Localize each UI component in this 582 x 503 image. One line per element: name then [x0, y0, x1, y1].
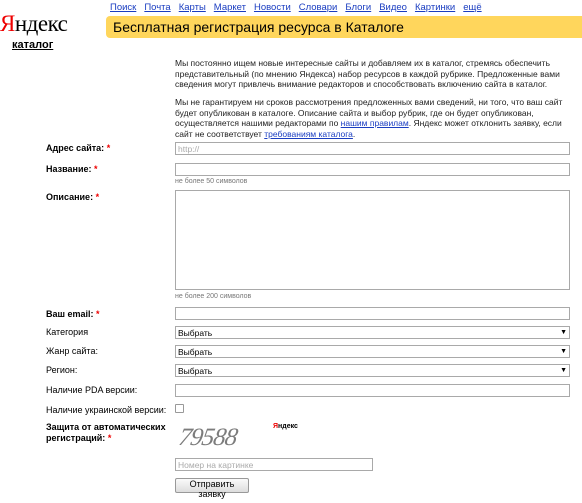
required-mark: *: [107, 433, 112, 443]
catalog-link[interactable]: каталог: [12, 39, 54, 51]
logo-wordmark: Яндекс: [0, 11, 68, 36]
nav-market[interactable]: Маркет: [213, 2, 246, 13]
nav-images[interactable]: Картинки: [414, 2, 456, 13]
description-hint: не более 200 символов: [175, 293, 252, 300]
genre-label: Жанр сайта:: [46, 346, 98, 356]
region-select[interactable]: [175, 364, 570, 377]
dropdown-arrow-icon: ▼: [560, 348, 567, 355]
nav-more[interactable]: ещё: [463, 2, 482, 13]
rules-link[interactable]: нашим правилам: [340, 118, 409, 128]
name-input[interactable]: [175, 163, 570, 176]
description-label: Описание: *: [46, 192, 100, 202]
nav-mail[interactable]: Почта: [144, 2, 171, 13]
pda-input[interactable]: [175, 384, 570, 397]
required-mark: *: [94, 164, 98, 174]
top-navigation: [110, 1, 490, 13]
url-label: Адрес сайта: *: [46, 143, 111, 153]
required-mark: *: [96, 309, 100, 319]
category-select[interactable]: [175, 326, 570, 339]
region-selected: Выбрать: [178, 366, 213, 376]
name-hint: не более 50 символов: [175, 178, 248, 185]
region-label: Регион:: [46, 365, 78, 375]
captcha-digits: 79588: [176, 424, 239, 451]
intro-paragraph-1: Мы постоянно ищем новые интересные сайты и добавляем их в каталог, стремясь обеспечить представительный (по мнению Яндекса) набор ресурсов в каждой рубрике. Предложенные вами сведения могут привлечь внимание редакторов и способствовать включению сайта в каталог.: [175, 58, 560, 89]
dropdown-arrow-icon: ▼: [560, 329, 567, 336]
dropdown-arrow-icon: ▼: [560, 367, 567, 374]
page-title-bar: [106, 16, 582, 38]
captcha-input[interactable]: [175, 458, 373, 471]
url-input[interactable]: [175, 142, 570, 155]
nav-video[interactable]: Видео: [379, 2, 407, 13]
page-title: Бесплатная регистрация ресурса в Каталоге: [113, 19, 404, 35]
nav-news[interactable]: Новости: [253, 2, 291, 13]
email-input[interactable]: [175, 307, 570, 320]
genre-selected: Выбрать: [178, 347, 213, 357]
required-mark: *: [106, 143, 111, 153]
required-mark: *: [95, 192, 100, 202]
genre-select[interactable]: [175, 345, 570, 358]
ukrainian-label: Наличие украинской версии:: [46, 405, 167, 415]
submit-button[interactable]: Отправить заявку: [175, 478, 249, 493]
ukrainian-checkbox[interactable]: [175, 404, 184, 413]
captcha-brand: Яндекс: [273, 423, 298, 430]
category-label: Категория: [46, 327, 89, 337]
nav-dictionaries[interactable]: Словари: [298, 2, 338, 13]
captcha-image: [175, 422, 300, 455]
category-selected: Выбрать: [178, 328, 213, 338]
pda-label: Наличие PDA версии:: [46, 385, 138, 395]
nav-maps[interactable]: Карты: [178, 2, 206, 13]
nav-search[interactable]: Поиск: [110, 2, 137, 13]
requirements-link[interactable]: требованиям каталога: [264, 128, 353, 139]
intro-paragraph-2: Мы не гарантируем ни сроков рассмотрения предложенных вами сведений, ни того, что ваш сайт будет опубликован в каталоге. Описание сайта и выбор рубрик, где он будет опубликован, осуществляется нашими редакторами по нашим правилам. Яндекс может отклонить заявку, если сайт не соответствует требованиям каталога.: [175, 97, 563, 139]
email-label: Ваш email: *: [46, 309, 100, 319]
captcha-label: Защита от автоматических регистраций: *: [46, 422, 166, 443]
name-label: Название: *: [46, 164, 98, 174]
description-textarea[interactable]: [175, 190, 570, 290]
nav-blogs[interactable]: Блоги: [345, 2, 372, 13]
